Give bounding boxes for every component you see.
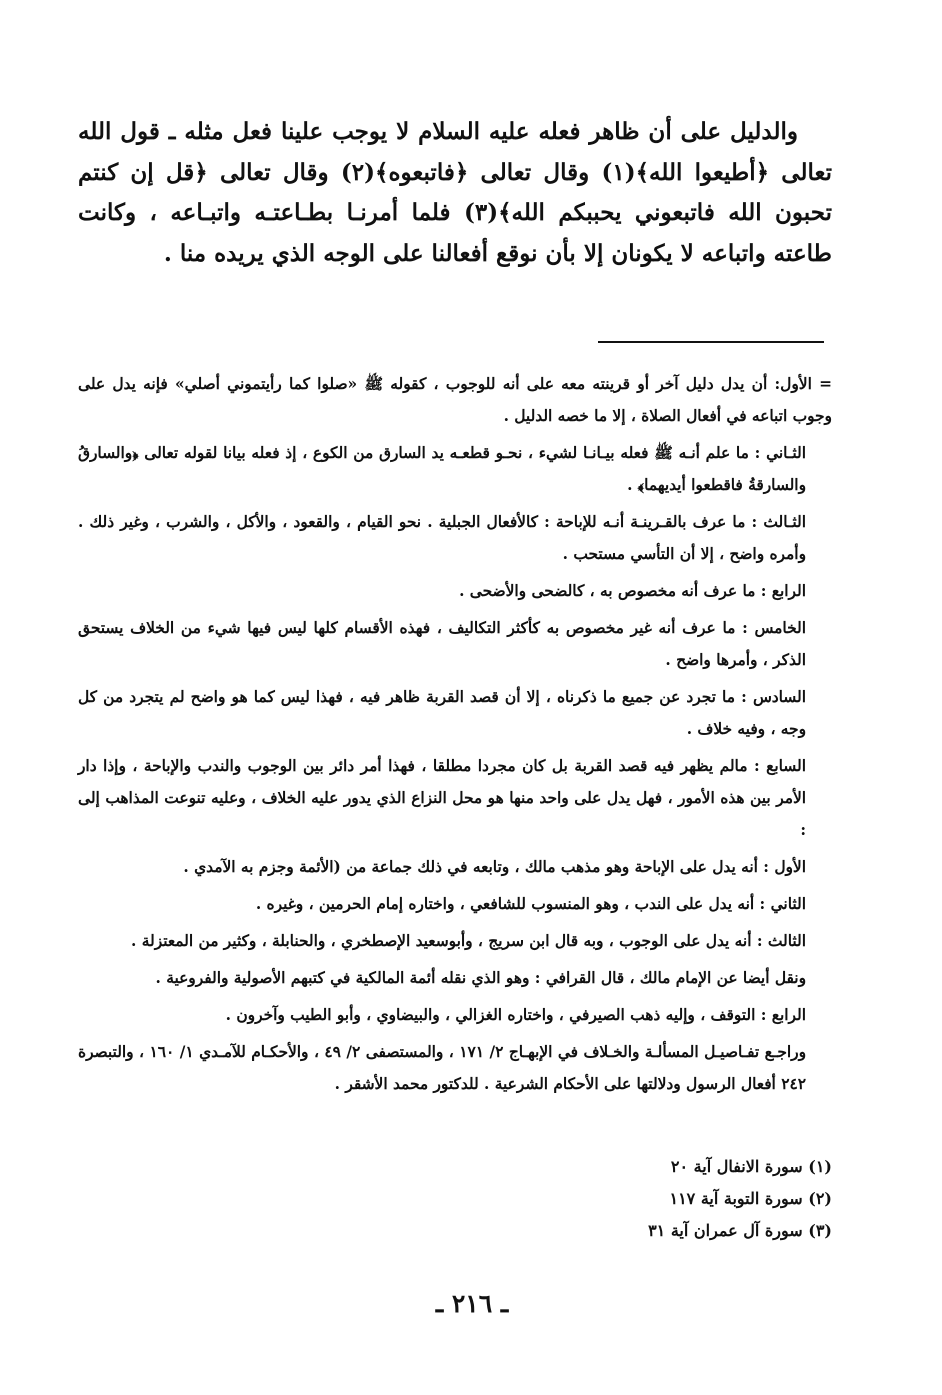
references-list [432,1152,832,1248]
footnote-paragraph-12: الرابع : التوقف ، وإليه ذهب الصيرفي ، واختاره الغزالي ، والبيضاوي ، وأبو الطيب وآخرون . [225,1006,806,1024]
footnote-paragraph-2: الثـاني : ما علم أنـه ﷺ فعله بيـانـا لشيء ، نحـو قطعـه يد السارق من الكوع ، إذ فعله بيانا لقوله تعالى ﴿والسارقُ والسارقةُ فاقطعوا أيديهما﴾ . [78,444,806,494]
reference-item: (٣) سورة آل عمران آية ٣١ [648,1221,832,1240]
footnote-paragraph-13: وراجـع تفـاصيـل المسألـة والخـلاف في الإبهـاج ٢/ ١٧١ ، والمستصفى ٢/ ٤٩ ، والأحكـام للآمـدي ١/ ١٦٠ ، والتبصرة ٢٤٢ أفعال الرسول ودلالتها على الأحكام الشرعية . للدكتور محمد الأشقر . [78,1043,807,1093]
reference-item: (٢) سورة التوبة آية ١١٧ [669,1189,832,1208]
main-text-block [78,112,832,274]
footnote-separator [598,341,824,343]
page-number: ـ ٢١٦ ـ [435,1289,509,1318]
footnote-paragraph-8: الأول : أنه يدل على الإباحة وهو مذهب مالك ، وتابعه في ذلك جماعة من (الأئمة وجزم به الآمدي . [183,858,806,876]
footnote-paragraph-4: الرابع : ما عرف أنه مخصوص به ، كالضحى والأضحى . [459,582,806,600]
footnote-paragraph-3: الثـالث : ما عرف بالقـرينـة أنـه للإباحة : كالأفعال الجبلية . نحو القيام ، والقعود ، والأكل ، والشرب ، وغير ذلك . وأمره واضح ، إلا أن التأسي مستحب . [78,513,806,563]
footnote-paragraph-7: السابع : مالم يظهر فيه قصد القربة بل كان مجردا مطلقا ، فهذا أمر دائر بين الوجوب والندب والإباحة ، وإذا دار الأمر بين هذه الأمور ، فهل يدل على واحد منها هو محل النزاع الذي يدور عليه الخلاف ، وعليه تنوعت المذاهب إلى : [78,757,806,839]
reference-item: (١) سورة الانفال آية ٢٠ [670,1157,832,1176]
footnote-paragraph-6: السادس : ما تجرد عن جميع ما ذكرناه ، إلا أن قصد القربة ظاهر فيه ، فهذا ليس كما هو واضح لم يتجرد من كل وجه ، وفيه خلاف . [78,688,806,738]
main-paragraph: والدليل على أن ظاهر فعله عليه السلام لا يوجب علينا فعل مثله ـ قول الله تعالى ﴿أطيعوا الله﴾(١) وقال تعالى ﴿فاتبعوه﴾(٢) وقال تعالى ﴿قل إن كنتم تحبون الله فاتبعوني يحببكم الله﴾(٣) فلما أمرنـا بطـاعتـه واتبـاعه ، وكانت طاعته واتباعه لا يكونان إلا بأن نوقع أفعالنا على الوجه الذي يريده منا . [78,118,832,267]
footnotes-block [78,368,832,1105]
footnote-paragraph-9: الثاني : أنه يدل على الندب ، وهو المنسوب للشافعي ، واختاره إمام الحرمين ، وغيره . [255,895,806,913]
footnote-paragraph-1: = الأول: أن يدل دليل آخر أو قرينته معه على أنه للوجوب ، كقوله ﷺ «صلوا كما رأيتموني أصلي» فإنه يدل على وجوب اتباعه في أفعال الصلاة ، إلا ما خصه الدليل . [78,375,832,425]
footnote-paragraph-10: الثالث : أنه يدل على الوجوب ، وبه قال ابن سريج ، وأبوسعيد الإصطخري ، والحنابلة ، وكثير من المعتزلة . [131,932,806,950]
footnote-paragraph-5: الخامس : ما عرف أنه غير مخصوص به كأكثر التكاليف ، فهذه الأقسام كلها ليس فيها شيء من الخلاف يستحق الذكر ، وأمرها واضح . [78,619,806,669]
footnote-paragraph-11: ونقل أيضا عن الإمام مالك ، قال القرافي : وهو الذي نقله أئمة المالكية في كتبهم الأصولية والفروعية . [155,969,806,987]
